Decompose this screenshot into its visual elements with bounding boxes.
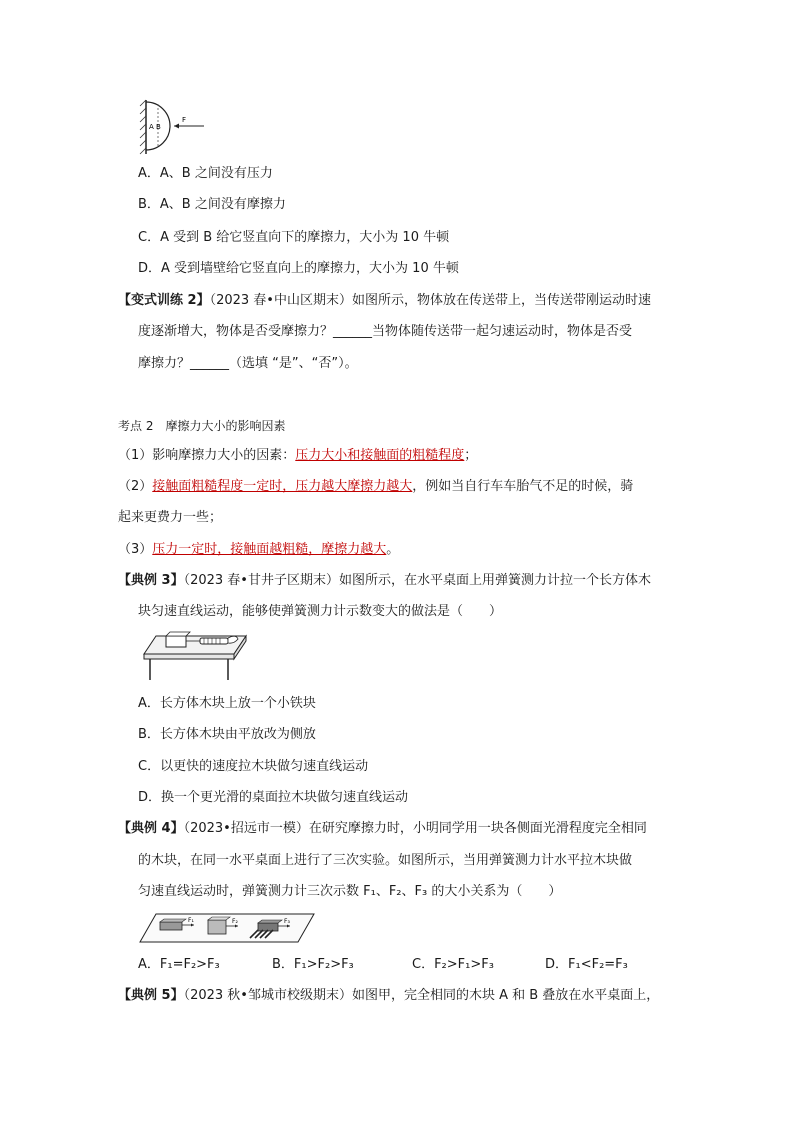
point-2 (118, 477, 633, 497)
example5-text1: （2023 秋•邹城市校级期末）如图甲，完全相同的木块 A 和 B 叠放在水平桌面上， (183, 988, 660, 1003)
point-1-highlight: 压力大小和接触面的粗糙程度 (295, 448, 465, 463)
option-c: C．A 受到 B 给它竖直向下的摩擦力，大小为 10 牛顿 (138, 230, 450, 245)
fig-label-f1: F₁ (188, 917, 194, 924)
point-3 (118, 540, 399, 560)
figure1-label-ab: A B (149, 123, 161, 131)
variant2-text1: （2023 春•中山区期末）如图所示，物体放在传送带上，当传送带刚运动时速 (209, 293, 651, 308)
example4-text1: （2023•招远市一模）在研究摩擦力时，小明同学用一块各侧面光滑程度完全相同 (183, 821, 647, 836)
example3-text1: （2023 春•甘井子区期末）如图所示，在水平桌面上用弹簧测力计拉一个长方体木 (183, 573, 651, 588)
point-2-line2: 起来更费力一些； (118, 510, 223, 525)
figure-three-experiments (138, 910, 318, 946)
example4-line2: 的木块，在同一水平桌面上进行了三次实验。如图所示，当用弹簧测力计水平拉木块做 (138, 853, 633, 868)
figure-table-spring-scale (142, 630, 250, 682)
fig-label-f2: F₂ (232, 918, 238, 925)
point-1-prefix: （1）影响摩擦力大小的因素： (118, 448, 296, 463)
variant2-line3: 摩擦力？______（选填 “是”、“否”）。 (138, 356, 358, 371)
example3-line2: 块匀速直线运动，能够使弹簧测力计示数变大的做法是（ ） (138, 604, 503, 619)
example4-option-d: D．F₁<F₂=F₃ (545, 957, 628, 972)
example4-option-b: B．F₁>F₂>F₃ (272, 957, 354, 972)
point-3-prefix: （3） (118, 542, 153, 557)
example3-option-d: D．换一个更光滑的桌面拉木块做匀速直线运动 (138, 790, 409, 805)
example4-line1 (118, 819, 647, 839)
example3-option-c: C．以更快的速度拉木块做匀速直线运动 (138, 759, 369, 774)
variant2-line1 (118, 291, 651, 311)
point-1-suffix: ； (464, 448, 478, 463)
example5-line1 (118, 986, 659, 1006)
option-a: A．A、B 之间没有压力 (138, 166, 273, 181)
figure1-label-f: F (182, 116, 187, 124)
fig-label-f3: F₃ (284, 918, 290, 925)
figure-wall-blocks (138, 98, 210, 156)
example3-option-a: A．长方体木块上放一个小铁块 (138, 696, 316, 711)
point-3-suffix: 。 (386, 542, 400, 557)
point-1 (118, 446, 477, 466)
example3-line1 (118, 571, 651, 591)
variant2-tag: 【变式训练 2】 (118, 293, 210, 308)
option-d: D．A 受到墙壁给它竖直向上的摩擦力，大小为 10 牛顿 (138, 261, 459, 276)
section-title: 考点 2 摩擦力大小的影响因素 (118, 419, 286, 433)
example4-line3: 匀速直线运动时，弹簧测力计三次示数 F₁、F₂、F₃ 的大小关系为（ ） (138, 884, 562, 899)
option-b: B．A、B 之间没有摩擦力 (138, 197, 286, 212)
example3-tag: 【典例 3】 (118, 573, 184, 588)
point-2-highlight: 接触面粗糙程度一定时，压力越大摩擦力越大 (152, 479, 413, 494)
example3-option-b: B．长方体木块由平放改为侧放 (138, 727, 316, 742)
point-2-prefix: （2） (118, 479, 153, 494)
example4-option-a: A．F₁=F₂>F₃ (138, 957, 220, 972)
point-2-suffix: ，例如当自行车车胎气不足的时候，骑 (412, 479, 634, 494)
variant2-line2: 度逐渐增大，物体是否受摩擦力？______当物体随传送带一起匀速运动时，物体是否受 (138, 324, 633, 339)
point-3-highlight: 压力一定时，接触面越粗糙，摩擦力越大 (152, 542, 387, 557)
example4-tag: 【典例 4】 (118, 821, 184, 836)
example5-tag: 【典例 5】 (118, 988, 184, 1003)
example4-option-c: C．F₂>F₁>F₃ (412, 957, 494, 972)
